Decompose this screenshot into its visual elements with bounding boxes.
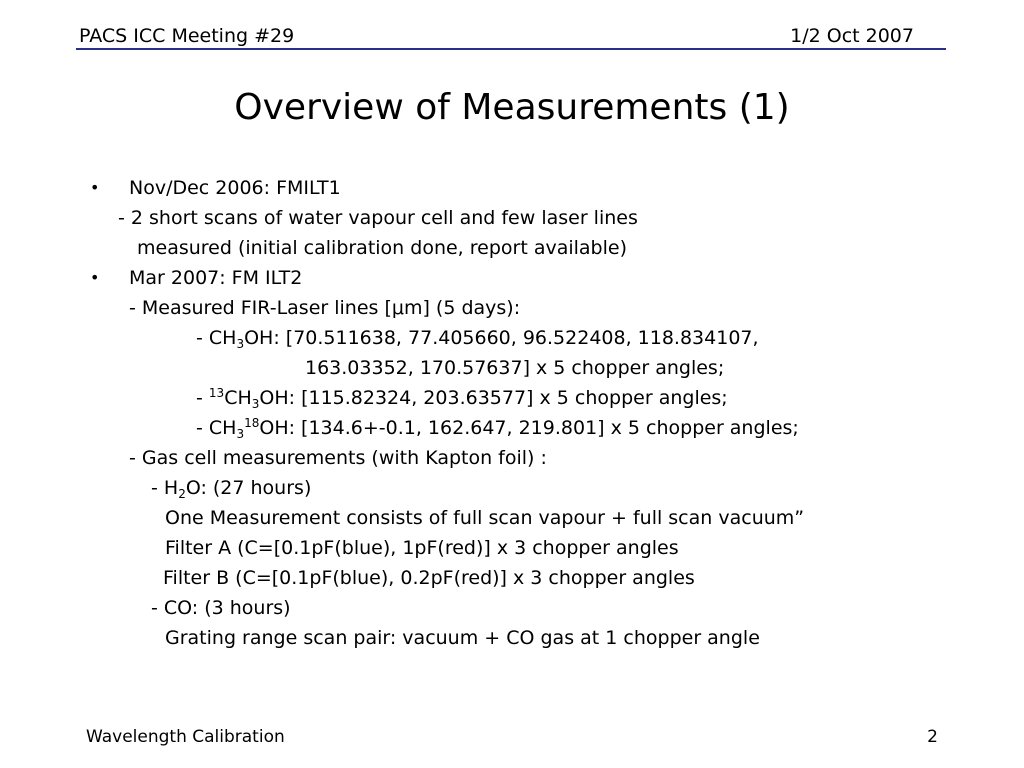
co-detail: Grating range scan pair: vacuum + CO gas at 1 chopper angle [165, 627, 760, 649]
h2o-duration: O: (27 hours) [185, 477, 312, 499]
ch3oh-values: OH: [70.511638, 77.405660, 96.522408, 118.834107, [244, 327, 759, 349]
bullet-2-heading: Mar 2007: FM ILT2 [129, 267, 303, 289]
fir-laser-lines: - Measured FIR-Laser lines [μm] (5 days): [129, 297, 521, 319]
c13-values: OH: [115.82324, 203.63577] x 5 chopper angles; [259, 387, 728, 409]
footer-topic: Wavelength Calibration [86, 727, 285, 747]
h2o-prefix: - H [151, 477, 179, 499]
c13-prefix: - [196, 387, 209, 409]
header-date: 1/2 Oct 2007 [790, 25, 914, 47]
bullet-2-marker: • [90, 268, 100, 287]
o18-values: OH: [134.6+-0.1, 162.647, 219.801] x 5 chopper angles; [259, 417, 799, 439]
co-line: - CO: (3 hours) [151, 597, 291, 619]
bullet-1-heading: Nov/Dec 2006: FMILT1 [129, 177, 341, 199]
header-divider [76, 48, 946, 50]
o18-prefix: - CH [196, 417, 237, 439]
c13-superscript: 13 [208, 386, 225, 400]
c13-ch: CH [224, 387, 252, 409]
ch3oh-continuation: 163.03352, 170.57637] x 5 chopper angles; [305, 357, 725, 379]
h2o-detail-2: Filter A (C=[0.1pF(blue), 1pF(red)] x 3 chopper angles [165, 537, 679, 559]
ch3oh-prefix: - CH [196, 327, 237, 349]
o18-subscript: 3 [236, 427, 245, 441]
ch3oh-subscript: 3 [236, 337, 245, 351]
bullet-1-marker: • [90, 178, 100, 197]
bullet-1-line-2: measured (initial calibration done, report available) [137, 237, 628, 259]
slide-title: Overview of Measurements (1) [234, 87, 790, 128]
gas-cell-line: - Gas cell measurements (with Kapton foil) : [129, 447, 547, 469]
c13-line [196, 383, 728, 413]
bullet-1-line-1: - 2 short scans of water vapour cell and few laser lines [118, 207, 638, 229]
h2o-subscript: 2 [178, 487, 186, 501]
header-meeting: PACS ICC Meeting #29 [79, 25, 295, 47]
o18-line [196, 413, 799, 443]
o18-superscript: 18 [244, 416, 260, 430]
ch3oh-line [196, 323, 759, 353]
c13-subscript: 3 [251, 397, 260, 411]
h2o-detail-1: One Measurement consists of full scan vapour + full scan vacuum” [165, 507, 805, 529]
h2o-line [151, 473, 311, 503]
h2o-detail-3: Filter B (C=[0.1pF(blue), 0.2pF(red)] x 3 chopper angles [163, 567, 695, 589]
page-number: 2 [927, 727, 938, 747]
